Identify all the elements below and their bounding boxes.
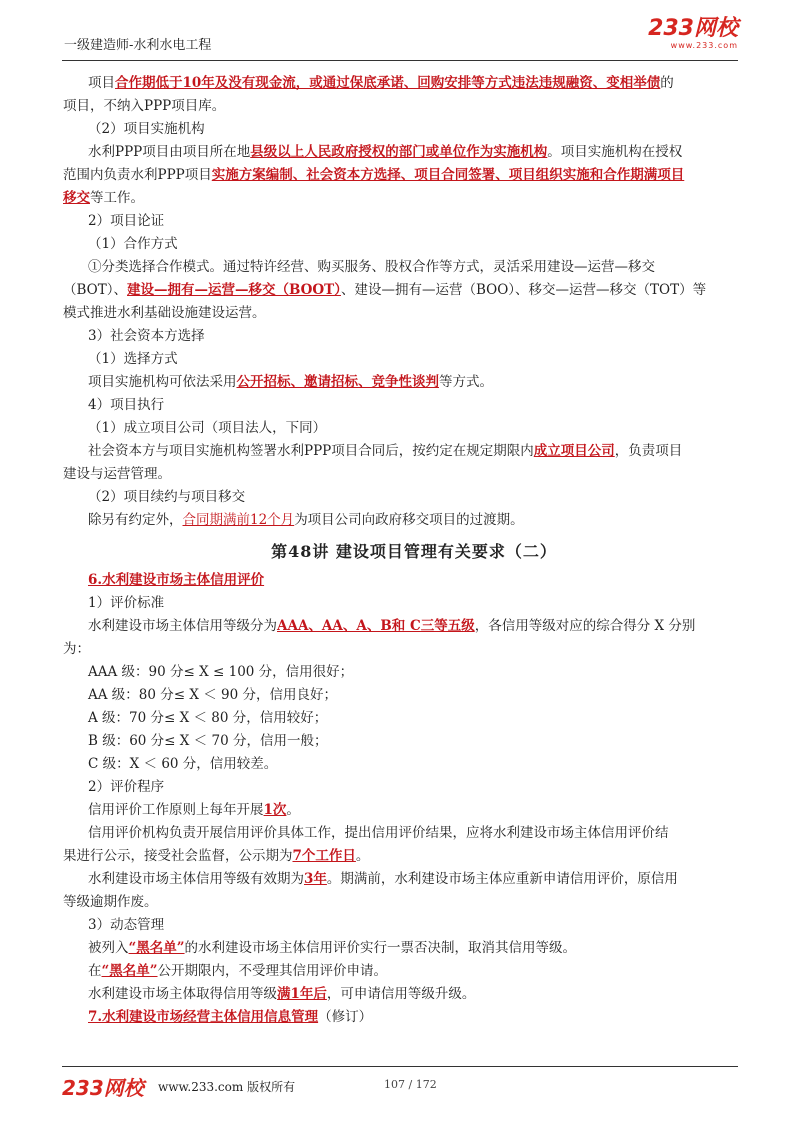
highlight: 合作期低于10年及没有现金流，或通过保底承诺、回购安排等方式违法违规融资、变相举债 <box>115 75 661 91</box>
subheading: 3）动态管理 <box>88 917 165 933</box>
subheading: （1）选择方式 <box>88 351 178 367</box>
grade-item: AAA 级：90 分≤ X ≤ 100 分，信用很好； <box>88 664 354 680</box>
section-heading: 7.水利建设市场经营主体信用信息管理（修订） <box>88 1009 373 1025</box>
subheading: （1）成立项目公司（项目法人，下同） <box>88 420 327 436</box>
subheading: 4）项目执行 <box>88 397 165 413</box>
document-body <box>63 72 740 1029</box>
footer-site: www.233.com 版权所有 <box>158 1080 296 1094</box>
subheading: （2）项目续约与项目移交 <box>88 489 246 505</box>
highlight: “黑名单” <box>128 940 185 956</box>
paragraph-continuation: 移交等工作。 <box>63 190 144 206</box>
highlight: 7.水利建设市场经营主体信用信息管理 <box>88 1009 319 1025</box>
paragraph: 水利PPP项目由项目所在地县级以上人民政府授权的部门或单位作为实施机构。项目实施机构在授权 <box>88 144 683 160</box>
logo-text: 233网校 <box>648 16 738 41</box>
paragraph: 被列入“黑名单”的水利建设市场主体信用评价实行一票否决制，取消其信用等级。 <box>88 940 577 956</box>
section-heading: 6.水利建设市场主体信用评价 <box>88 572 265 588</box>
highlight: AAA、AA、A、B和 C三等五级 <box>277 618 475 634</box>
page-number: 107 / 172 <box>384 1078 437 1091</box>
highlight: 实施方案编制、社会资本方选择、项目合同签署、项目组织实施和合作期满项目 <box>211 167 685 183</box>
paragraph-continuation: 果进行公示，接受社会监督，公示期为7个工作日。 <box>63 848 370 864</box>
footer-logo: 233网校 <box>62 1076 144 1100</box>
paragraph-continuation: （BOT）、建设—拥有—运营—移交（BOOT）、建设—拥有—运营（BOO）、移交—运营—移交（TOT）等 <box>63 282 707 298</box>
subheading: 3）社会资本方选择 <box>88 328 205 344</box>
highlight: 3年 <box>304 871 327 887</box>
paragraph-continuation: 项目，不纳入PPP项目库。 <box>63 98 226 114</box>
paragraph: 水利建设市场主体信用等级分为AAA、AA、A、B和 C三等五级，各信用等级对应的综合得分 X 分别 <box>88 618 696 634</box>
paragraph-continuation: 为： <box>63 641 90 657</box>
section-title: 第48讲 建设项目管理有关要求（二） <box>271 542 557 561</box>
grade-item: C 级：X ＜ 60 分，信用较差。 <box>88 756 278 772</box>
paragraph: 信用评价机构负责开展信用评价具体工作，提出信用评价结果，应将水利建设市场主体信用评价结 <box>88 825 669 841</box>
grade-item: A 级：70 分≤ X ＜ 80 分，信用较好； <box>88 710 328 726</box>
page-footer <box>62 1074 738 1098</box>
paragraph: 项目实施机构可依法采用公开招标、邀请招标、竞争性谈判等方式。 <box>88 374 493 390</box>
highlight: “黑名单” <box>101 963 158 979</box>
subheading: 2）评价程序 <box>88 779 165 795</box>
highlight: 成立项目公司 <box>533 443 615 459</box>
paragraph: 在“黑名单”公开期限内，不受理其信用评价申请。 <box>88 963 388 979</box>
highlight: 县级以上人民政府授权的部门或单位作为实施机构 <box>250 144 548 160</box>
paragraph-continuation: 等级逾期作废。 <box>63 894 158 910</box>
highlight: 满1年后 <box>277 986 327 1002</box>
highlight: 移交 <box>63 190 90 206</box>
paragraph-continuation: 范围内负责水利PPP项目实施方案编制、社会资本方选择、项目合同签署、项目组织实施和合作期满项目 <box>63 167 685 183</box>
paragraph: 水利建设市场主体取得信用等级满1年后，可申请信用等级升级。 <box>88 986 476 1002</box>
highlight: 建设—拥有—运营—移交（BOOT） <box>127 282 341 298</box>
paragraph-continuation: 建设与运营管理。 <box>63 466 171 482</box>
highlight: 1次 <box>263 802 287 818</box>
brand-logo <box>648 18 738 51</box>
paragraph: 社会资本方与项目实施机构签署水利PPP项目合同后，按约定在规定期限内成立项目公司，负责项目 <box>88 443 683 459</box>
paragraph: 信用评价工作原则上每年开展1次。 <box>88 802 300 818</box>
paragraph: 水利建设市场主体信用等级有效期为3年。期满前，水利建设市场主体应重新申请信用评价，原信用 <box>88 871 678 887</box>
paragraph: ①分类选择合作模式。通过特许经营、购买服务、股权合作等方式，灵活采用建设—运营—移交 <box>88 259 655 275</box>
grade-item: B 级：60 分≤ X ＜ 70 分，信用一般； <box>88 733 328 749</box>
paragraph: 除另有约定外，合同期满前12个月为项目公司向政府移交项目的过渡期。 <box>88 512 524 528</box>
logo-subtext: www.233.com <box>670 41 738 50</box>
subheading: 1）评价标准 <box>88 595 165 611</box>
subheading: （2）项目实施机构 <box>88 121 205 137</box>
subheading: （1）合作方式 <box>88 236 178 252</box>
paragraph: 项目合作期低于10年及没有现金流，或通过保底承诺、回购安排等方式违法违规融资、变相举债的 <box>88 75 674 91</box>
subheading: 2）项目论证 <box>88 213 165 229</box>
header-rule <box>62 60 738 61</box>
highlight: 合同期满前12个月 <box>182 512 295 528</box>
paragraph-continuation: 模式推进水利基础设施建设运营。 <box>63 305 266 321</box>
footer-rule <box>62 1066 738 1067</box>
page-header <box>62 18 738 58</box>
header-title: 一级建造师-水利水电工程 <box>64 38 212 53</box>
highlight: 公开招标、邀请招标、竞争性谈判 <box>236 374 439 390</box>
grade-item: AA 级：80 分≤ X ＜ 90 分，信用良好； <box>88 687 338 703</box>
highlight: 7个工作日 <box>292 848 356 864</box>
